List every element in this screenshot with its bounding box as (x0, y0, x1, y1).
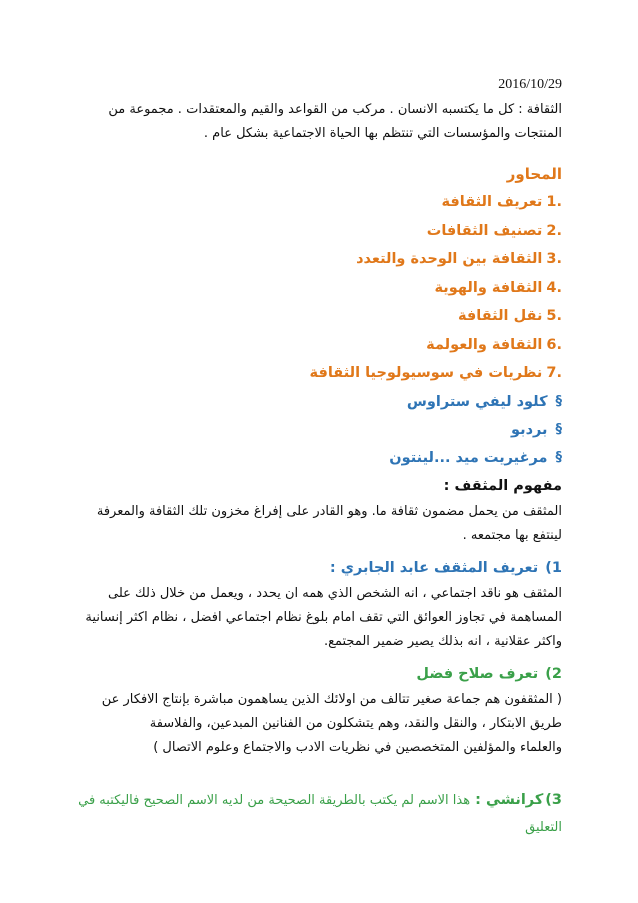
axis-item (76, 188, 562, 217)
axis-number: 4. (546, 279, 562, 296)
def1-number: 1) (545, 559, 562, 576)
axis-item (76, 331, 562, 360)
section-bullet-icon: § (555, 422, 562, 437)
theorists-list (76, 388, 562, 472)
axis-label: الثقافة بين الوحدة والتعدد (356, 251, 543, 268)
axis-item (76, 302, 562, 331)
theorist-name: بردبو (511, 421, 548, 438)
axis-label: نظريات في سوسيولوجيا الثقافة (309, 365, 543, 382)
def3-number: 3) (545, 791, 562, 808)
def2-heading (76, 660, 562, 688)
axis-item (76, 274, 562, 303)
def1-line-2: المساهمة في تجاوز العوائق التي تقف امام بلوغ نظام اجتماعي افضل ، نظام اكثر إنسانية (85, 609, 562, 625)
def1-title: تعريف المثقف عابد الجابري : (329, 559, 539, 576)
def3-line-1: هذا الاسم لم يكتب بالطريقة الصحيحة من لديه الاسم الصحيح فاليكتبه في (78, 792, 471, 808)
theorist-name: مرغيريت ميد ...لينتون (389, 449, 548, 466)
axis-label: الثقافة والهوية (434, 279, 543, 296)
section-bullet-icon: § (555, 450, 562, 465)
axis-label: تصنيف الثقافات (426, 222, 543, 239)
def2-title: تعرف صلاح فضل (416, 665, 539, 682)
axis-item (76, 217, 562, 246)
axis-number: 5. (546, 308, 562, 325)
def2-line-2: طريق الابتكار ، والنقل والنقد، وهم يتشكلون من الفنانين المبدعين، والفلاسفة (149, 715, 562, 731)
document-date: 2016/10/29 (498, 77, 562, 92)
intellectual-line-1: المثقف من يحمل مضمون ثقافة ما. وهو القادر على إفراغ مخزون تلك الثقافة والمعرفة (96, 503, 562, 519)
axis-item (76, 245, 562, 274)
axis-label: الثقافة والعولمة (426, 336, 543, 353)
theorist-item (76, 388, 562, 416)
def2-number: 2) (545, 665, 562, 682)
theorist-item (76, 444, 562, 472)
def3-title: كرانشي : (475, 791, 544, 808)
intellectual-line-2: لينتفع بها مجتمعه . (462, 527, 562, 543)
axis-number: 7. (546, 365, 562, 382)
def1-line-3: واكثر عقلانية ، انه بذلك يصير ضمير المجتمع. (323, 633, 562, 649)
axis-label: تعريف الثقافة (441, 194, 543, 211)
axes-list (76, 188, 562, 388)
def1-line-1: المثقف هو ناقد اجتماعي ، انه الشخص الذي همه ان يحدد ، ويعمل من خلال ذلك على (108, 585, 562, 601)
def2-line-1: ( المثقفون هم جماعة صغير تتالف من اولائك الذين يساهمون مباشرة بإنتاج الافكار عن (101, 691, 562, 707)
def1-heading (76, 554, 562, 582)
intro-line-2: المنتجات والمؤسسات التي تنتظم بها الحياة الاجتماعية بشكل عام . (203, 126, 562, 141)
axes-heading: المحاور (506, 165, 562, 183)
axis-number: 2. (546, 222, 562, 239)
axis-label: نقل الثقافة (458, 308, 543, 325)
axis-number: 3. (546, 251, 562, 268)
intro-line-1: الثقافة : كل ما يكتسبه الانسان . مركب من القواعد والقيم والمعتقدات . مجموعة من (108, 102, 562, 117)
def2-line-3: والعلماء والمؤلفين المتخصصين في نظريات الادب والاجتماع وعلوم الاتصال ) (153, 739, 562, 755)
section-bullet-icon: § (555, 394, 562, 409)
document-page (76, 74, 562, 841)
theorist-name: كلود ليفي ستراوس (406, 393, 548, 410)
theorist-item (76, 416, 562, 444)
axis-number: 1. (546, 194, 562, 211)
def3-line-2: التعليق (525, 819, 562, 835)
def3-heading (76, 786, 562, 815)
axis-number: 6. (546, 336, 562, 353)
intellectual-heading: مفهوم المثقف : (443, 477, 562, 494)
axis-item (76, 359, 562, 388)
